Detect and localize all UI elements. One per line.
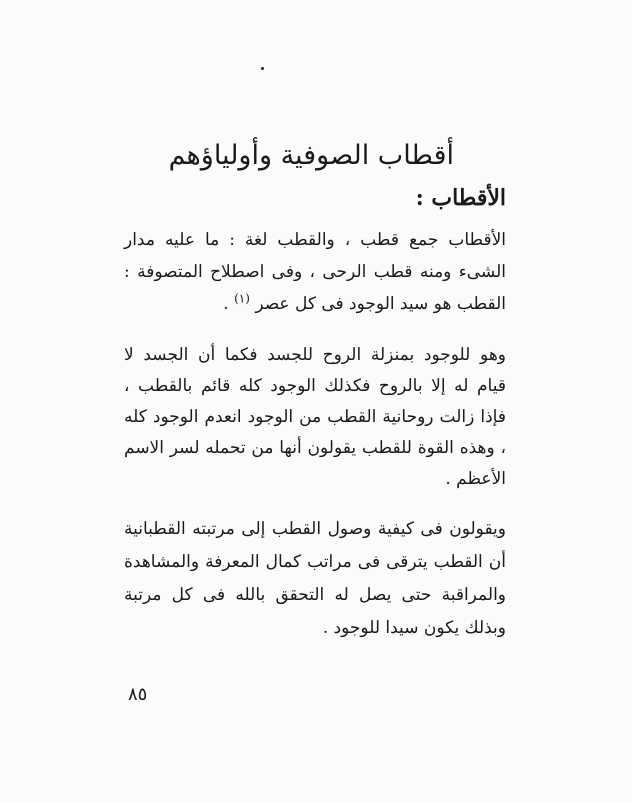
paragraph-text: الأقطاب جمع قطب ، والقطب لغة : ما عليه مدار الشىء ومنه قطب الرحى ، وفى اصطلاح المتصوفة : القطب هو سيد الوجود فى كل عصر <box>124 230 506 314</box>
footnote-reference: (١) <box>234 291 250 306</box>
paragraph-ending: . <box>223 294 235 314</box>
chapter-title: أقطاب الصوفية وأولياؤهم <box>168 140 454 171</box>
paragraph-definition <box>124 224 506 320</box>
paragraph-role: وهو للوجود بمنزلة الروح للجسد فكما أن الجسد لا قيام له إلا بالروح فكذلك الوجود كله قائم بالقطب ، فإذا زالت روحانية القطب من الوجود انعدم الوجود كله ، وهذه القوة للقطب يقولون أنها من تحمله لسر الاسم الأعظم . <box>124 345 506 489</box>
section-heading: الأقطاب : <box>415 185 506 211</box>
ink-speck <box>261 67 264 70</box>
page-number: ٨٥ <box>128 684 148 705</box>
paragraph-ascension: ويقولون فى كيفية وصول القطب إلى مرتبته القطبانية أن القطب يترقى فى مراتب كمال المعرفة والمشاهدة والمراقبة حتى يصل له التحقق بالله فى كل مرتبة وبذلك يكون سيدا للوجود . <box>124 519 506 638</box>
